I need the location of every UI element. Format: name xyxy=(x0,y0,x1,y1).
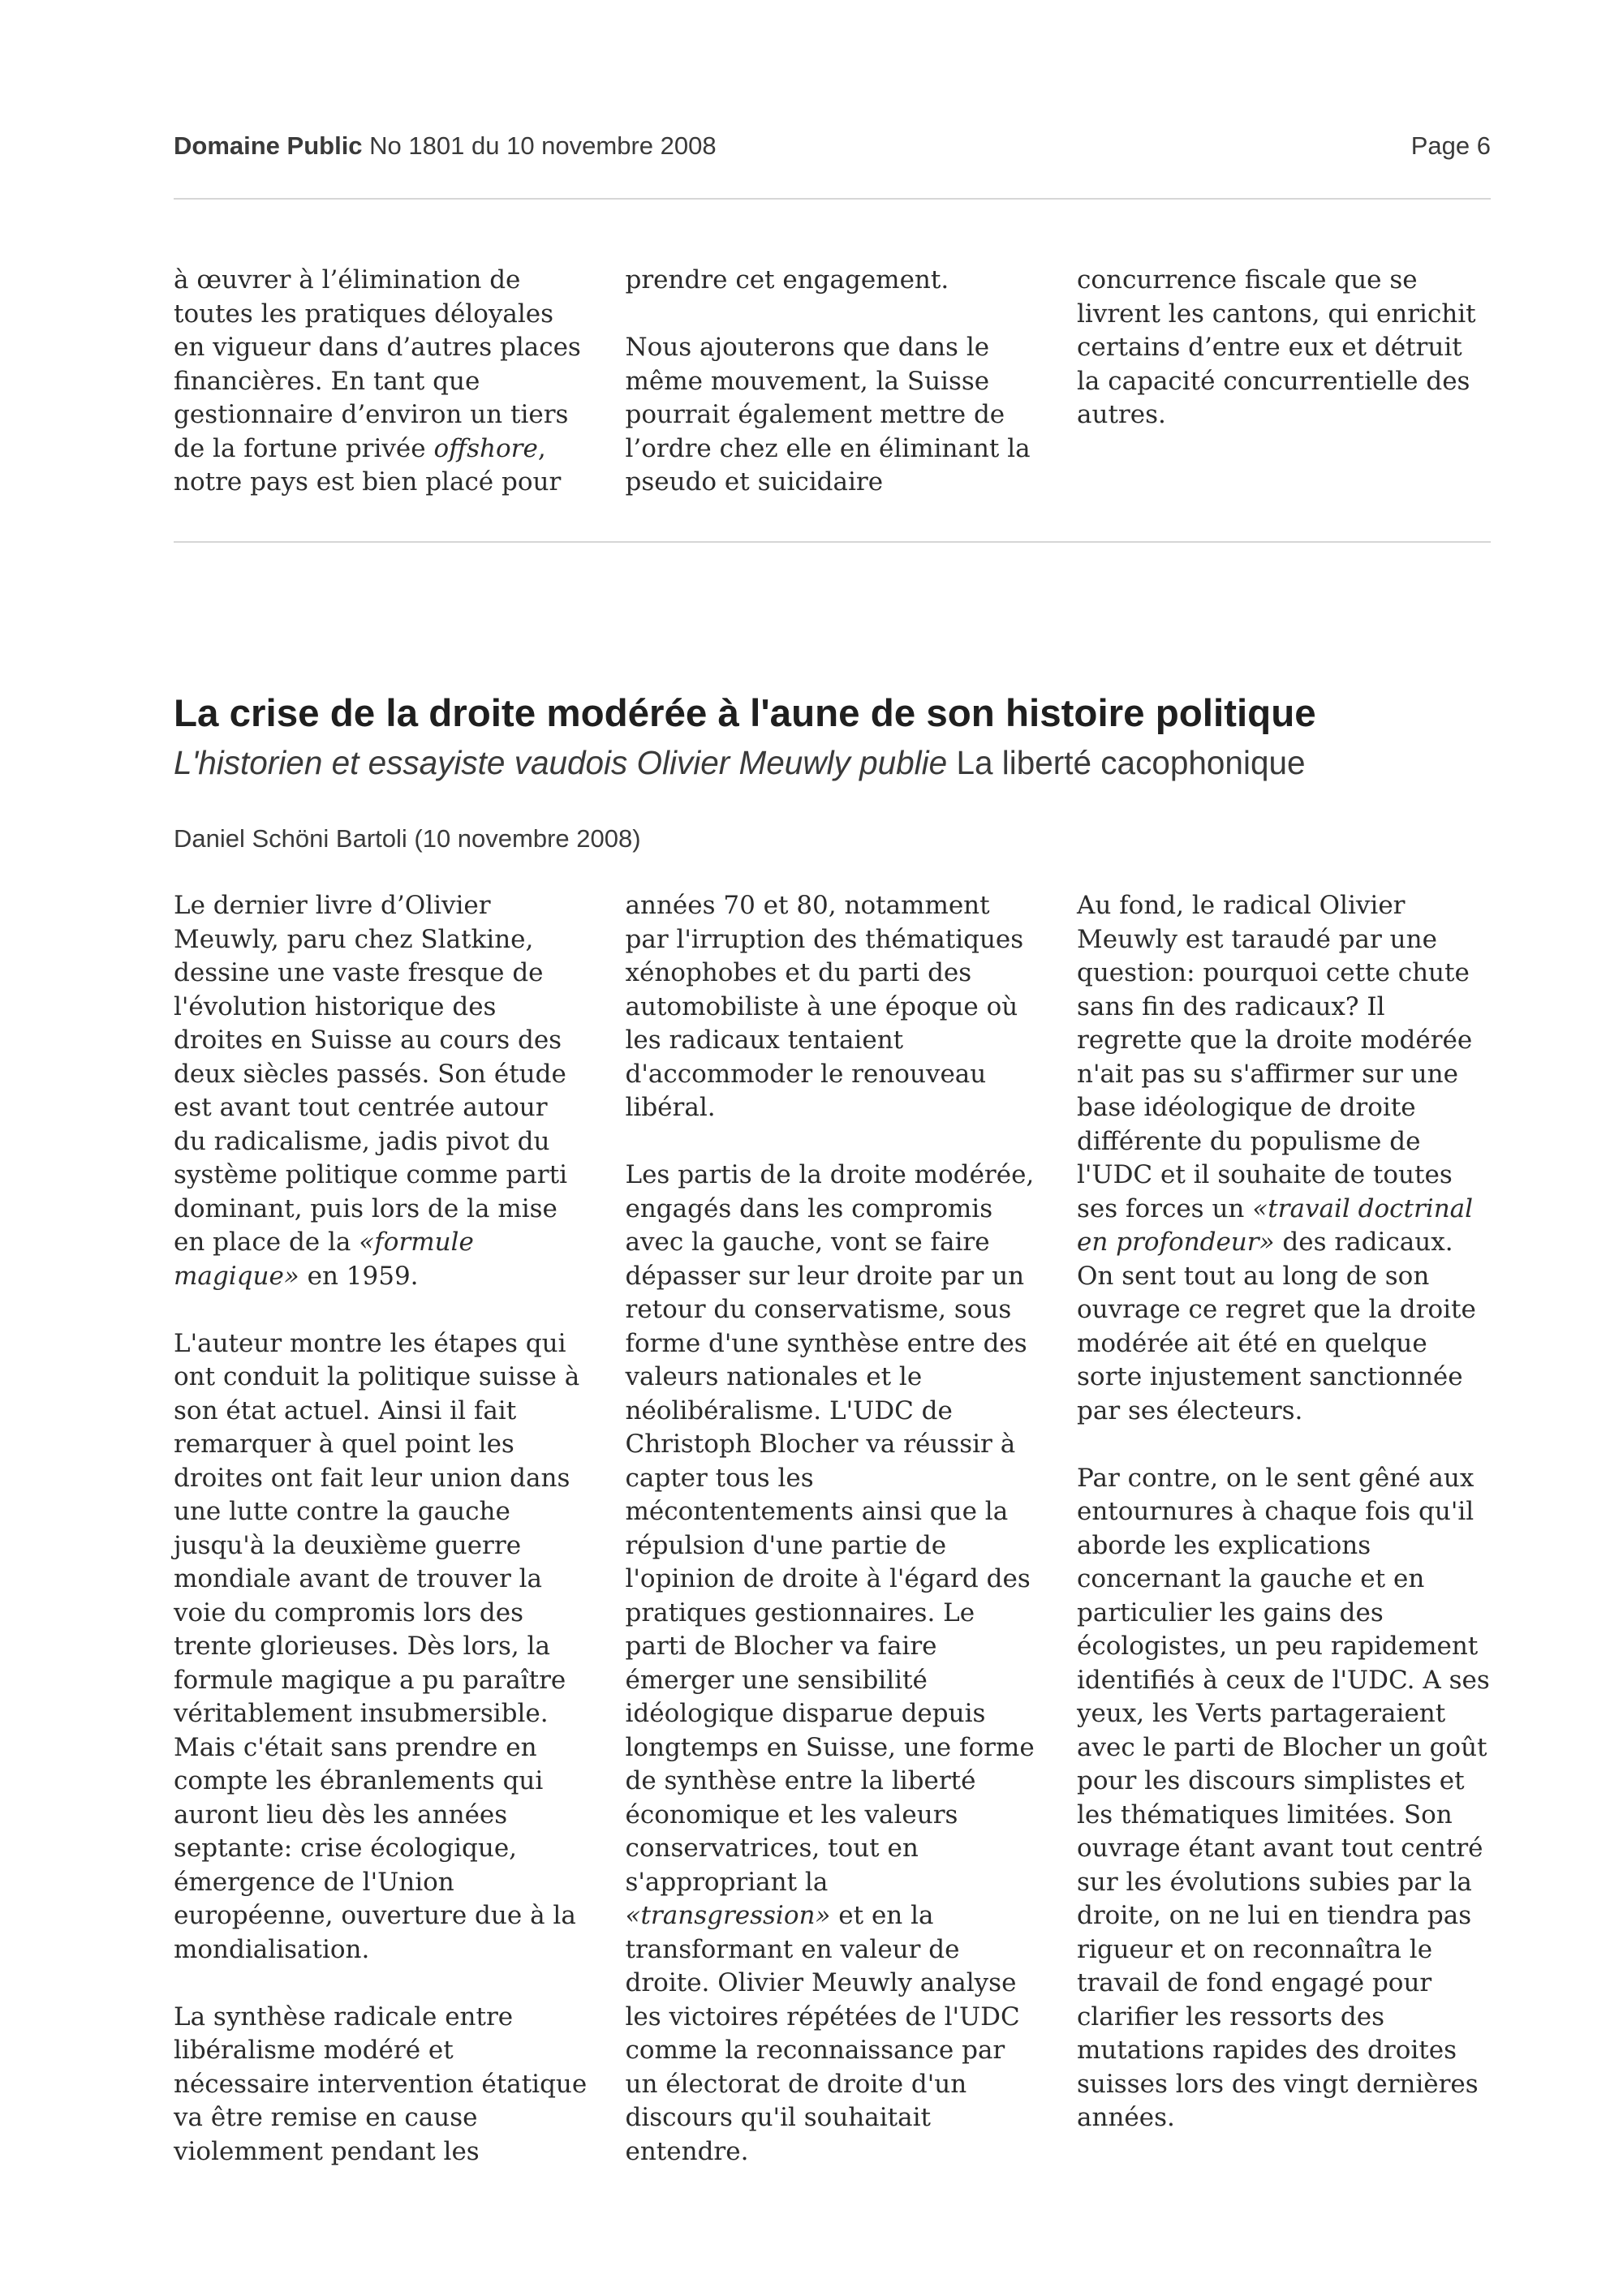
text-run: des radicaux. On sent tout au long de son ouvrage ce regret que la droite modérée ait été en quelque sorte injustement sanctionnée par ses électeurs. xyxy=(1077,1228,1476,1425)
paragraph xyxy=(174,889,588,1293)
page-header xyxy=(174,131,1491,161)
paragraph xyxy=(626,331,1040,500)
text-run: Les partis de la droite modérée, engagés dans les compromis avec la gauche, vont se faire dépasser sur leur droite par un retour du conservatisme, sous forme d'une synthèse entre des valeurs nationales et le néolibéralisme. L'UDC de Christoph Blocher va réussir à capter tous les mécontentements ainsi que la répulsion d'une partie de l'opinion de droite à l'égard des pratiques gestionnaires. Le parti de Blocher va faire émerger une sensibilité idéologique disparue depuis longtemps en Suisse, une forme de synthèse entre la liberté économique et les valeurs conservatrices, tout en s'appropriant la xyxy=(625,1160,1035,1897)
header-divider xyxy=(174,198,1491,200)
text-run: années 70 et 80, notamment par l'irruption des thématiques xénophobes et du parti des automobiliste à une époque où les radicaux tentaient d'accommoder le renouveau libéral. xyxy=(625,891,1024,1122)
text-run: en 1959. xyxy=(299,1261,419,1291)
text-run: concurrence fiscale que se livrent les cantons, qui enrichit certains d’entre eux et détruit la capacité concurrentielle des autres. xyxy=(1077,265,1476,429)
emphasis-text: «travail doctrinal en profondeur» xyxy=(1077,1193,1474,1257)
paragraph xyxy=(174,2001,588,2169)
paragraph xyxy=(626,264,1040,298)
article-column-2 xyxy=(626,889,1040,2169)
paragraph xyxy=(1077,889,1491,1428)
paragraph xyxy=(174,1327,588,1967)
emphasis-text: offshore xyxy=(433,433,538,463)
article-title: La crise de la droite modérée à l'aune de son histoire politique xyxy=(174,692,1316,735)
byline: Daniel Schöni Bartoli (10 novembre 2008) xyxy=(174,824,641,853)
subtitle-text: L'historien et essayiste vaudois Olivier Meuwly publie xyxy=(174,744,948,781)
text-run: Nous ajouterons que dans le même mouvement, la Suisse pourrait également mettre de l’ordre chez elle en éliminant la pseudo et suicidaire xyxy=(625,333,1031,497)
text-run: prendre cet engagement. xyxy=(625,265,949,295)
subtitle-book-title: La liberté cacophonique xyxy=(947,744,1306,781)
text-run: , notre pays est bien placé pour xyxy=(174,433,562,497)
text-run: Par contre, on le sent gêné aux entournures à chaque fois qu'il aborde les explications concernant la gauche et en particulier les gains des écologistes, un peu rapidement identifiés à ceux de l'UDC. A ses yeux, les Verts partageraient avec le parti de Blocher un goût pour les discours simplistes et les thématiques limitées. Son ouvrage étant avant tout centré sur les évolutions subies par la droite, on ne lui en tiendra pas rigueur et on reconnaîtra le travail de fond engagé pour clarifier les ressorts des mutations rapides des droites suisses lors des vingt dernières années. xyxy=(1077,1463,1490,2132)
article-column-1 xyxy=(174,889,588,2169)
issue-info: No 1801 du 10 novembre 2008 xyxy=(369,131,717,160)
page-number: Page 6 xyxy=(1410,131,1491,160)
previous-article-column-1 xyxy=(174,264,588,500)
text-run: Le dernier livre d’Olivier Meuwly, paru chez Slatkine, dessine une vaste fresque de l'évolution historique des droites en Suisse au cours des deux siècles passés. Son étude est avant tout centrée autour du radicalisme, jadis pivot du système politique comme parti dominant, puis lors de la mise en place de la xyxy=(174,891,567,1257)
article-column-3 xyxy=(1077,889,1491,2169)
text-run: La synthèse radicale entre libéralisme modéré et nécessaire intervention étatique va être remise en cause violemment pendant les xyxy=(174,2001,588,2166)
paragraph xyxy=(626,1159,1040,2169)
paragraph xyxy=(1077,264,1491,432)
paragraph xyxy=(626,889,1040,1125)
article-columns xyxy=(174,889,1491,2169)
text-run: Au fond, le radical Olivier Meuwly est taraudé par une question: pourquoi cette chute sans fin des radicaux? Il regrette que la droite modérée n'ait pas su s'affirmer sur une base idéologique de droite différente du populisme de l'UDC et il souhaite de toutes ses forces un xyxy=(1077,891,1473,1223)
article-subtitle xyxy=(174,744,1553,782)
text-run: et en la transformant en valeur de droite. Olivier Meuwly analyse les victoires répétées de l'UDC comme la reconnaissance par un électorat de droite d'un discours qu'il souhaitait entendre. xyxy=(625,1901,1020,2166)
article-divider xyxy=(174,541,1491,543)
paragraph xyxy=(174,264,588,500)
paragraph xyxy=(1077,1462,1491,2135)
text-run: à œuvrer à l’élimination de toutes les pratiques déloyales en vigueur dans d’autres places financières. En tant que gestionnaire d’environ un tiers de la fortune privée xyxy=(174,265,581,463)
publication-name: Domaine Public xyxy=(174,131,363,160)
previous-article-column-2 xyxy=(626,264,1040,500)
previous-article-column-3 xyxy=(1077,264,1491,500)
text-run: L'auteur montre les étapes qui ont conduit la politique suisse à son état actuel. Ainsi il fait remarquer à quel point les droites ont fait leur union dans une lutte contre la gauche jusqu'à la deuxième guerre mondiale avant de trouver la voie du compromis lors des trente glorieuses. Dès lors, la formule magique a pu paraître véritablement insubmersible. Mais c'était sans prendre en compte les ébranlements qui auront lieu dès les années septante: crise écologique, émergence de l'Union européenne, ouverture due à la mondialisation. xyxy=(174,1328,580,1964)
previous-article-columns xyxy=(174,264,1491,500)
emphasis-text: «formule magique» xyxy=(174,1228,474,1291)
emphasis-text: «transgression» xyxy=(625,1901,831,1930)
